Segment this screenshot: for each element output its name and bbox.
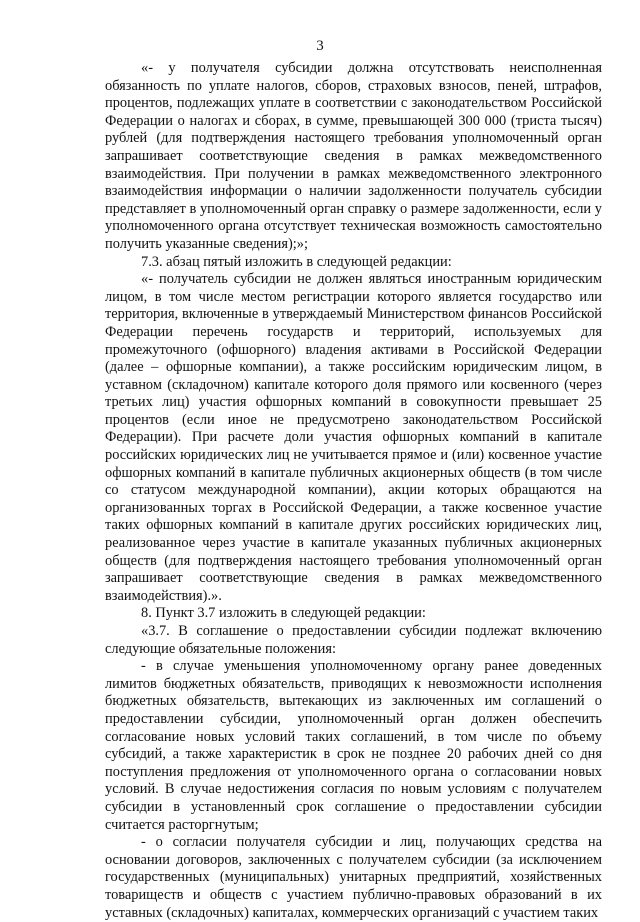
paragraph-8-heading: 8. Пункт 3.7 изложить в следующей редакции: bbox=[141, 605, 426, 622]
paragraph-offshore-requirement: «- получатель субсидии не должен являться иностранным юридическим лицом, в том числе местом регистрации которого является государство или территория, включенные в утверждаемый Министерством финансов Российской Федерации перечень государств и территорий, используемых для промежуточного (офшорного) владения активами в Российской Федерации (далее – офшорные компании), а также российским юридическим лицом, в уставном (складочном) капитале которого доля прямого или косвенного (через третьих лиц) участия офшорных компаний в совокупности превышает 25 процентов (если иное не предусмотрено законодательством Российской Федерации). При расчете доли участия офшорных компаний в капитале российских юридических лиц не учитывается прямое и (или) косвенное участие офшорных компаний в капитале публичных акционерных обществ (в том числе со статусом международной компании), акции которых обращаются на организованных торгах в Российской Федерации, а также косвенное участие таких офшорных компаний в капитале других российских юридических лиц, реализованное через участие в капитале указанных публичных акционерных обществ (для подтверждения настоящего требования уполномоченный орган запрашивает соответствующие сведения в рамках межведомственного взаимодействия).». bbox=[105, 271, 602, 604]
document-body bbox=[105, 60, 602, 922]
paragraph-consent-of-recipient: - о согласии получателя субсидии и лиц, получающих средства на основании договоров, заключенных с получателем субсидии (за исключением государственных (муниципальных) унитарных предприятий, хозяйственных товариществ и обществ с участием публично-правовых образований в их уставных (складочных) капиталах, коммерческих организаций с участием таких bbox=[105, 834, 602, 921]
paragraph-limits-reduction: - в случае уменьшения уполномоченному органу ранее доведенных лимитов бюджетных обязательств, приводящих к невозможности исполнения бюджетных обязательств, вытекающих из заключенных им соглашений о предоставлении субсидии, уполномоченный орган должен обеспечить согласование новых условий таких соглашений, в том числе по объему субсидий, а также характеристик в срок не позднее 20 рабочих дней со дня поступления предложения от уполномоченного органа о согласовании новых условий. В случае недостижения согласия по новым условиям с получателем субсидии в установленный срок соглашение о предоставлении субсидии считается расторгнутым; bbox=[105, 658, 602, 833]
paragraph-3-7-intro: «3.7. В соглашение о предоставлении субсидии подлежат включению следующие обязательные положения: bbox=[105, 623, 602, 657]
paragraph-7-3-heading: 7.3. абзац пятый изложить в следующей редакции: bbox=[141, 253, 452, 270]
paragraph-tax-debt-requirement: «- у получателя субсидии должна отсутствовать неисполненная обязанность по уплате налогов, сборов, страховых взносов, пеней, штрафов, процентов, подлежащих уплате в соответствии с законодательством Российской Федерации о налогах и сборах, в сумме, превышающей 300 000 (триста тысяч) рублей (для подтверждения настоящего требования уполномоченный орган запрашивает соответствующие сведения в рамках межведомственного взаимодействия. При получении в рамках межведомственного электронного взаимодействия информации о наличии задолженности получатель субсидии представляет в уполномоченный орган справку о размере задолженности, если у уполномоченного органа отсутствует техническая возможность самостоятельно получить указанные сведения);»; bbox=[105, 60, 602, 252]
page-number: 3 bbox=[316, 38, 324, 54]
